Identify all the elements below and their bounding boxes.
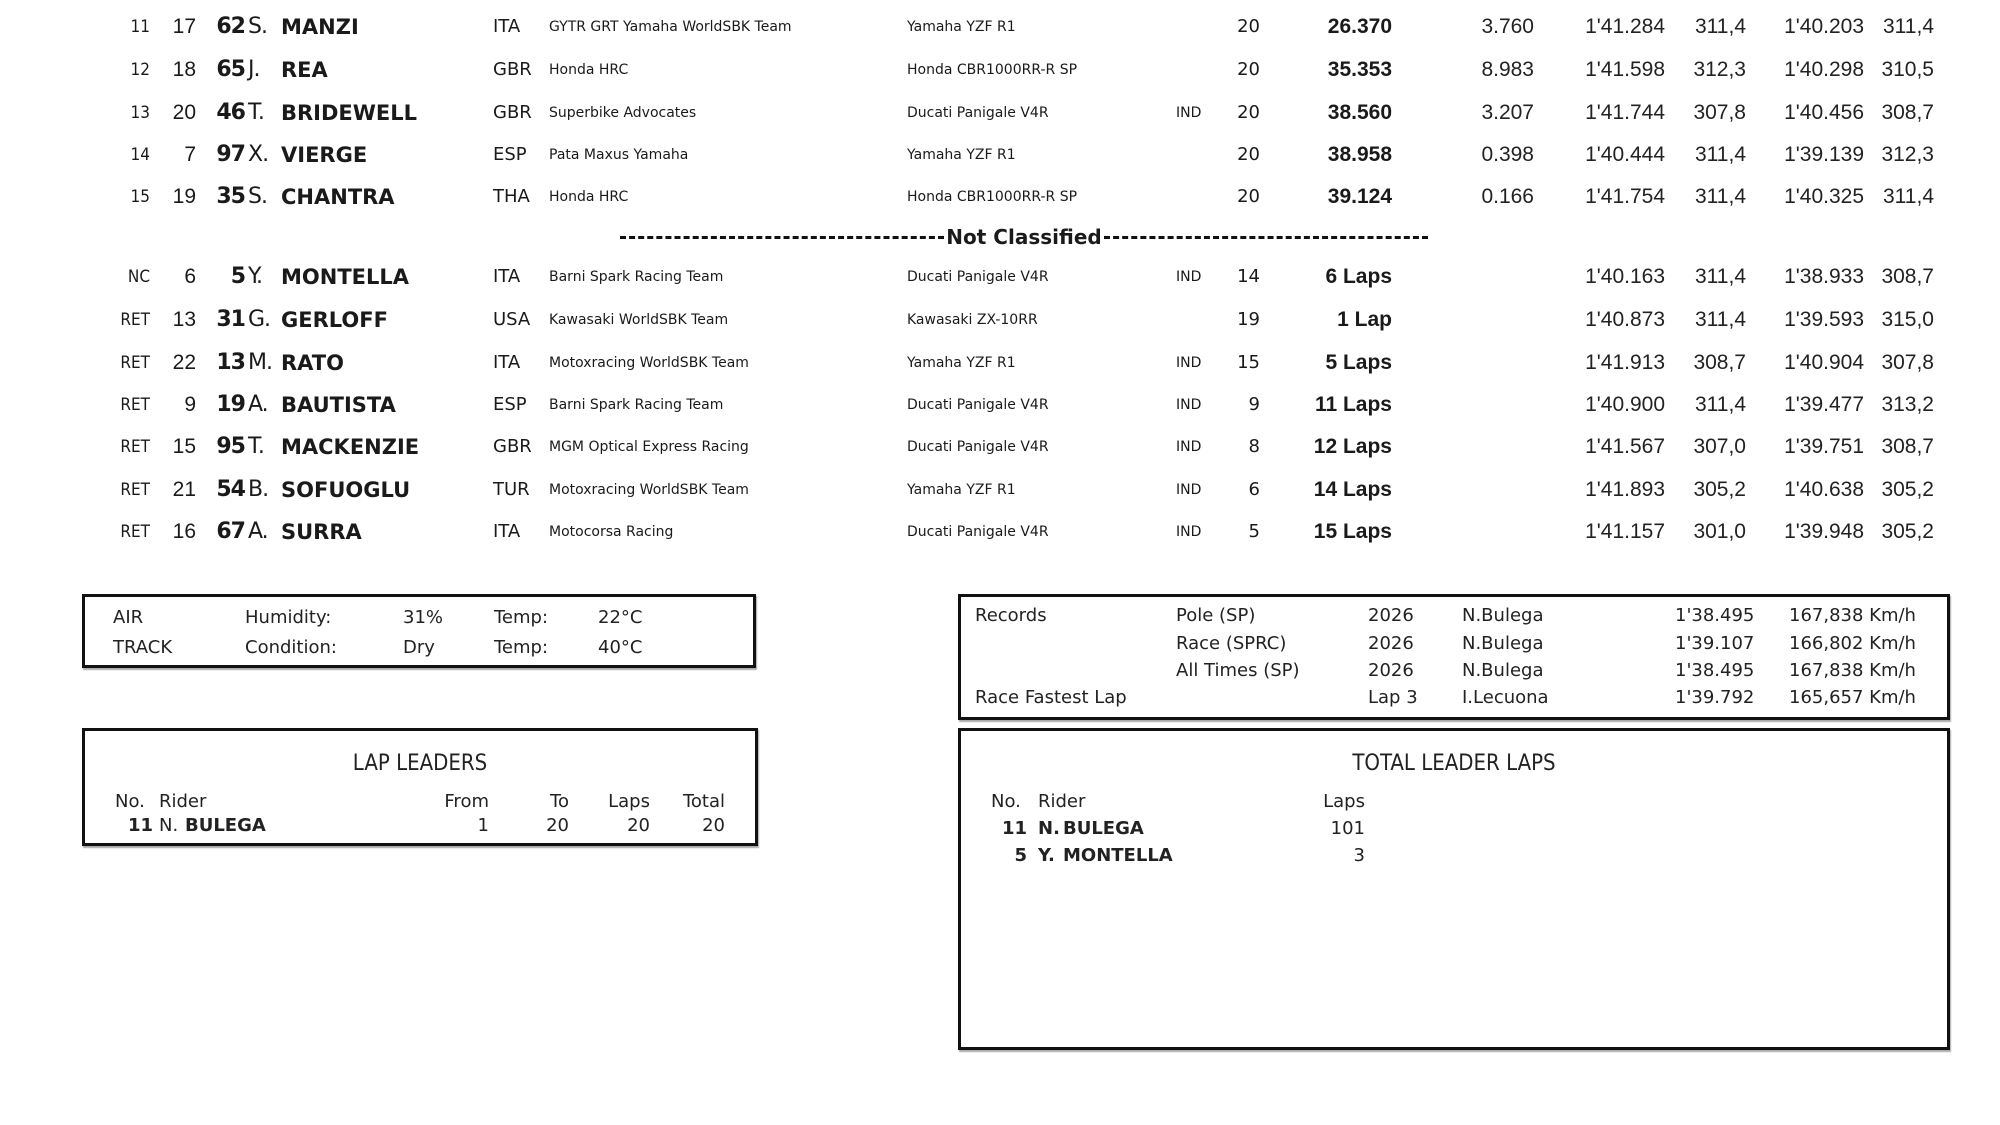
- grid-position: 19: [172, 185, 196, 208]
- rider-initial: T.: [248, 100, 264, 125]
- laps-completed: 8: [1248, 436, 1260, 457]
- gap: 14 Laps: [1313, 478, 1392, 501]
- fastest-lap-time: 1'39.139: [1784, 143, 1864, 166]
- air-label: AIR: [113, 607, 144, 628]
- gap: 6 Laps: [1325, 265, 1392, 288]
- results-row: [0, 257, 2000, 297]
- team-name: Honda HRC: [549, 62, 629, 78]
- rider-initial: M.: [248, 350, 272, 375]
- fastest-lap-time: 1'39.948: [1784, 520, 1864, 543]
- record-year: 2026: [1368, 660, 1414, 681]
- nation: ITA: [493, 16, 521, 37]
- team-name: Barni Spark Racing Team: [549, 269, 724, 285]
- fastest-lap-time: 1'39.477: [1784, 393, 1864, 416]
- team-name: Superbike Advocates: [549, 105, 697, 121]
- header-total: Total: [682, 791, 725, 812]
- team-name: Motoxracing WorldSBK Team: [549, 482, 749, 498]
- grid-position: 16: [172, 520, 196, 543]
- results-row: [0, 343, 2000, 383]
- best-lap-time: 1'41.744: [1585, 101, 1665, 124]
- weather-box: [82, 594, 756, 668]
- team-name: Kawasaki WorldSBK Team: [549, 312, 729, 328]
- rider-initial: T.: [248, 434, 264, 459]
- rider-number: 65: [216, 57, 245, 82]
- best-lap-speed: 311,4: [1695, 185, 1746, 208]
- grid-position: 13: [172, 308, 196, 331]
- rider-initial: S.: [248, 184, 267, 209]
- results-row: [0, 385, 2000, 425]
- bike-model: Yamaha YZF R1: [907, 19, 1016, 35]
- gap: 11 Laps: [1314, 393, 1392, 416]
- lap-leaders-box: [82, 728, 758, 846]
- record-type: Race (SPRC): [1176, 633, 1287, 654]
- nation: THA: [493, 186, 530, 207]
- laps-completed: 20: [1237, 186, 1260, 207]
- team-name: Motocorsa Racing: [549, 524, 674, 540]
- record-time: 1'39.107: [1675, 633, 1755, 654]
- rider-surname: BRIDEWELL: [281, 101, 418, 125]
- laps-completed: 15: [1237, 352, 1260, 373]
- separator-dash: [1104, 236, 1428, 239]
- laps-completed: 20: [1237, 59, 1260, 80]
- header-to: To: [550, 791, 569, 812]
- independent-flag: IND: [1176, 269, 1202, 285]
- rider-surname: MONTELLA: [281, 265, 410, 289]
- fastest-lap-rider: I.Lecuona: [1462, 687, 1549, 708]
- rider-number: 19: [216, 392, 245, 417]
- laps-completed: 19: [1237, 309, 1260, 330]
- condition-value: Dry: [403, 637, 435, 658]
- separator-label: Not Classified: [946, 225, 1102, 249]
- header-no: No.: [115, 791, 145, 812]
- leader-total: 20: [702, 815, 725, 836]
- best-lap-time: 1'41.284: [1585, 15, 1665, 38]
- best-lap-speed: 311,4: [1695, 393, 1746, 416]
- best-lap-speed: 308,7: [1693, 351, 1746, 374]
- rider-surname: MANZI: [281, 15, 359, 39]
- nation: GBR: [493, 436, 532, 457]
- track-label: TRACK: [113, 637, 173, 658]
- grid-position: 21: [172, 478, 196, 501]
- best-lap-speed: 311,4: [1695, 143, 1746, 166]
- top-speed: 315,0: [1881, 308, 1934, 331]
- position: 11: [130, 17, 150, 37]
- total-leader-surname: BULEGA: [1063, 818, 1144, 839]
- gap: 38.560: [1327, 101, 1392, 124]
- leader-initial: N.: [159, 815, 179, 836]
- best-lap-time: 1'40.444: [1585, 143, 1665, 166]
- not-classified-separator: [620, 222, 1428, 252]
- leader-laps: 20: [627, 815, 650, 836]
- results-row: [0, 470, 2000, 510]
- nation: GBR: [493, 59, 532, 80]
- team-name: MGM Optical Express Racing: [549, 439, 749, 455]
- rider-number: 5: [230, 264, 245, 289]
- header-laps: Laps: [608, 791, 650, 812]
- position: 14: [130, 145, 150, 165]
- grid-position: 9: [184, 393, 196, 416]
- top-speed: 308,7: [1881, 101, 1934, 124]
- total-leader-number: 11: [1001, 818, 1027, 839]
- records-box: [958, 594, 1950, 720]
- total-leader-surname: MONTELLA: [1063, 845, 1173, 866]
- top-speed: 313,2: [1881, 393, 1934, 416]
- rider-surname: MACKENZIE: [281, 435, 420, 459]
- nation: ESP: [493, 144, 527, 165]
- fastest-lap-time: 1'40.904: [1784, 351, 1864, 374]
- bike-model: Ducati Panigale V4R: [907, 105, 1049, 121]
- nation: USA: [493, 309, 531, 330]
- results-row: [0, 177, 2000, 217]
- gap: 35.353: [1327, 58, 1392, 81]
- team-name: Honda HRC: [549, 189, 629, 205]
- rider-number: 46: [216, 100, 245, 125]
- rider-surname: CHANTRA: [281, 185, 395, 209]
- fastest-lap-time: 1'39.593: [1784, 308, 1864, 331]
- best-lap-speed: 301,0: [1693, 520, 1746, 543]
- team-name: Pata Maxus Yamaha: [549, 147, 689, 163]
- position: RET: [120, 353, 150, 373]
- rider-number: 35: [216, 184, 245, 209]
- header-laps: Laps: [1323, 791, 1365, 812]
- diff-previous: 3.207: [1481, 101, 1534, 124]
- rider-initial: S.: [248, 14, 267, 39]
- independent-flag: IND: [1176, 105, 1202, 121]
- rider-initial: G.: [248, 307, 271, 332]
- team-name: GYTR GRT Yamaha WorldSBK Team: [549, 19, 792, 35]
- record-type: All Times (SP): [1176, 660, 1300, 681]
- results-row: [0, 135, 2000, 175]
- diff-previous: 3.760: [1481, 15, 1534, 38]
- best-lap-time: 1'41.913: [1585, 351, 1665, 374]
- team-name: Barni Spark Racing Team: [549, 397, 724, 413]
- nation: ITA: [493, 266, 521, 287]
- results-row: [0, 300, 2000, 340]
- best-lap-speed: 307,0: [1693, 435, 1746, 458]
- best-lap-time: 1'40.900: [1585, 393, 1665, 416]
- humidity-label: Humidity:: [245, 607, 332, 628]
- rider-initial: X.: [248, 142, 269, 167]
- leader-to: 20: [546, 815, 569, 836]
- top-speed: 311,4: [1883, 15, 1934, 38]
- nation: ESP: [493, 394, 527, 415]
- laps-completed: 20: [1237, 102, 1260, 123]
- record-speed: 166,802 Km/h: [1789, 633, 1916, 654]
- grid-position: 22: [172, 351, 196, 374]
- condition-label: Condition:: [245, 637, 337, 658]
- rider-surname: BAUTISTA: [281, 393, 396, 417]
- position: 12: [130, 60, 150, 80]
- total-leader-laps-box: [958, 728, 1950, 1050]
- independent-flag: IND: [1176, 397, 1202, 413]
- top-speed: 308,7: [1881, 435, 1934, 458]
- rider-surname: RATO: [281, 351, 344, 375]
- best-lap-speed: 305,2: [1693, 478, 1746, 501]
- air-temp-label: Temp:: [494, 607, 549, 628]
- leader-from: 1: [477, 815, 489, 836]
- gap: 1 Lap: [1337, 308, 1392, 331]
- bike-model: Ducati Panigale V4R: [907, 269, 1049, 285]
- independent-flag: IND: [1176, 482, 1202, 498]
- lap-leaders-title: LAP LEADERS: [352, 751, 488, 776]
- fastest-lap-time: 1'39.792: [1675, 687, 1755, 708]
- gap: 15 Laps: [1313, 520, 1392, 543]
- header-rider: Rider: [1038, 791, 1086, 812]
- fastest-lap-time: 1'40.203: [1784, 15, 1864, 38]
- nation: TUR: [493, 479, 530, 500]
- gap: 12 Laps: [1313, 435, 1392, 458]
- bike-model: Yamaha YZF R1: [907, 482, 1016, 498]
- best-lap-time: 1'40.873: [1585, 308, 1665, 331]
- position: RET: [120, 437, 150, 457]
- results-row: [0, 93, 2000, 133]
- top-speed: 308,7: [1881, 265, 1934, 288]
- record-rider: N.Bulega: [1462, 660, 1544, 681]
- fastest-lap-speed: 165,657 Km/h: [1789, 687, 1916, 708]
- rider-number: 97: [216, 142, 245, 167]
- best-lap-time: 1'41.893: [1585, 478, 1665, 501]
- rider-surname: REA: [281, 58, 328, 82]
- position: RET: [120, 522, 150, 542]
- grid-position: 15: [172, 435, 196, 458]
- gap: 5 Laps: [1325, 351, 1392, 374]
- grid-position: 20: [172, 101, 196, 124]
- fastest-lap-time: 1'40.325: [1784, 185, 1864, 208]
- best-lap-speed: 312,3: [1693, 58, 1746, 81]
- diff-previous: 0.166: [1481, 185, 1534, 208]
- best-lap-time: 1'41.754: [1585, 185, 1665, 208]
- rider-surname: SOFUOGLU: [281, 478, 411, 502]
- top-speed: 310,5: [1881, 58, 1934, 81]
- fastest-lap-number: Lap 3: [1368, 687, 1418, 708]
- nation: ITA: [493, 352, 521, 373]
- top-speed: 305,2: [1881, 520, 1934, 543]
- laps-completed: 20: [1237, 16, 1260, 37]
- fastest-lap-time: 1'40.298: [1784, 58, 1864, 81]
- grid-position: 17: [172, 15, 196, 38]
- record-speed: 167,838 Km/h: [1789, 660, 1916, 681]
- bike-model: Yamaha YZF R1: [907, 147, 1016, 163]
- record-year: 2026: [1368, 633, 1414, 654]
- best-lap-time: 1'41.157: [1585, 520, 1665, 543]
- results-row: [0, 512, 2000, 552]
- best-lap-speed: 311,4: [1695, 265, 1746, 288]
- grid-position: 18: [172, 58, 196, 81]
- laps-completed: 14: [1237, 266, 1260, 287]
- results-row: [0, 7, 2000, 47]
- record-year: 2026: [1368, 605, 1414, 626]
- total-leader-initial: N.: [1038, 818, 1060, 839]
- separator-dash: [620, 236, 944, 239]
- rider-initial: Y.: [248, 264, 262, 289]
- independent-flag: IND: [1176, 439, 1202, 455]
- top-speed: 305,2: [1881, 478, 1934, 501]
- independent-flag: IND: [1176, 355, 1202, 371]
- position: RET: [120, 480, 150, 500]
- rider-number: 62: [216, 14, 245, 39]
- results-row: [0, 427, 2000, 467]
- records-label: Records: [975, 605, 1047, 626]
- rider-surname: SURRA: [281, 520, 362, 544]
- fastest-lap-time: 1'40.456: [1784, 101, 1864, 124]
- diff-previous: 0.398: [1481, 143, 1534, 166]
- rider-initial: A.: [248, 392, 268, 417]
- bike-model: Yamaha YZF R1: [907, 355, 1016, 371]
- bike-model: Honda CBR1000RR-R SP: [907, 189, 1078, 205]
- best-lap-speed: 311,4: [1695, 308, 1746, 331]
- laps-completed: 5: [1248, 521, 1260, 542]
- rider-surname: VIERGE: [281, 143, 368, 167]
- total-leader-laps: 3: [1353, 845, 1365, 866]
- grid-position: 7: [184, 143, 196, 166]
- track-temp-label: Temp:: [494, 637, 549, 658]
- gap: 26.370: [1327, 15, 1392, 38]
- rider-initial: J.: [248, 57, 260, 82]
- header-no: No.: [991, 791, 1021, 812]
- rider-number: 13: [216, 350, 245, 375]
- nation: GBR: [493, 102, 532, 123]
- humidity-value: 31%: [403, 607, 444, 628]
- laps-completed: 9: [1248, 394, 1260, 415]
- rider-number: 54: [216, 477, 245, 502]
- position: 15: [130, 187, 150, 207]
- leader-number: 11: [127, 815, 153, 836]
- best-lap-time: 1'41.598: [1585, 58, 1665, 81]
- nation: ITA: [493, 521, 521, 542]
- total-leader-laps-title: TOTAL LEADER LAPS: [1352, 751, 1556, 776]
- team-name: Motoxracing WorldSBK Team: [549, 355, 749, 371]
- grid-position: 6: [184, 265, 196, 288]
- total-leader-laps: 101: [1330, 818, 1365, 839]
- record-rider: N.Bulega: [1462, 633, 1544, 654]
- best-lap-speed: 307,8: [1693, 101, 1746, 124]
- laps-completed: 20: [1237, 144, 1260, 165]
- bike-model: Honda CBR1000RR-R SP: [907, 62, 1078, 78]
- record-time: 1'38.495: [1675, 660, 1755, 681]
- top-speed: 307,8: [1881, 351, 1934, 374]
- header-rider: Rider: [159, 791, 207, 812]
- record-time: 1'38.495: [1675, 605, 1755, 626]
- fastest-lap-time: 1'38.933: [1784, 265, 1864, 288]
- track-temp-value: 40°C: [598, 637, 643, 658]
- record-rider: N.Bulega: [1462, 605, 1544, 626]
- rider-surname: GERLOFF: [281, 308, 388, 332]
- leader-surname: BULEGA: [185, 815, 266, 836]
- rider-number: 31: [216, 307, 245, 332]
- total-leader-initial: Y.: [1038, 845, 1055, 866]
- fastest-lap-time: 1'40.638: [1784, 478, 1864, 501]
- position: NC: [127, 267, 150, 287]
- best-lap-speed: 311,4: [1695, 15, 1746, 38]
- results-row: [0, 50, 2000, 90]
- bike-model: Ducati Panigale V4R: [907, 439, 1049, 455]
- air-temp-value: 22°C: [598, 607, 643, 628]
- rider-number: 95: [216, 434, 245, 459]
- total-leader-number: 5: [1014, 845, 1027, 866]
- diff-previous: 8.983: [1481, 58, 1534, 81]
- record-type: Pole (SP): [1176, 605, 1256, 626]
- header-from: From: [444, 791, 489, 812]
- bike-model: Ducati Panigale V4R: [907, 524, 1049, 540]
- fastest-lap-label: Race Fastest Lap: [975, 687, 1127, 708]
- position: RET: [120, 395, 150, 415]
- position: 13: [130, 103, 150, 123]
- rider-number: 67: [216, 519, 245, 544]
- rider-initial: A.: [248, 519, 268, 544]
- bike-model: Kawasaki ZX-10RR: [907, 312, 1038, 328]
- independent-flag: IND: [1176, 524, 1202, 540]
- top-speed: 311,4: [1883, 185, 1934, 208]
- top-speed: 312,3: [1881, 143, 1934, 166]
- laps-completed: 6: [1248, 479, 1260, 500]
- gap: 38.958: [1327, 143, 1392, 166]
- bike-model: Ducati Panigale V4R: [907, 397, 1049, 413]
- best-lap-time: 1'41.567: [1585, 435, 1665, 458]
- gap: 39.124: [1327, 185, 1392, 208]
- record-speed: 167,838 Km/h: [1789, 605, 1916, 626]
- rider-initial: B.: [248, 477, 269, 502]
- position: RET: [120, 310, 150, 330]
- fastest-lap-time: 1'39.751: [1784, 435, 1864, 458]
- best-lap-time: 1'40.163: [1585, 265, 1665, 288]
